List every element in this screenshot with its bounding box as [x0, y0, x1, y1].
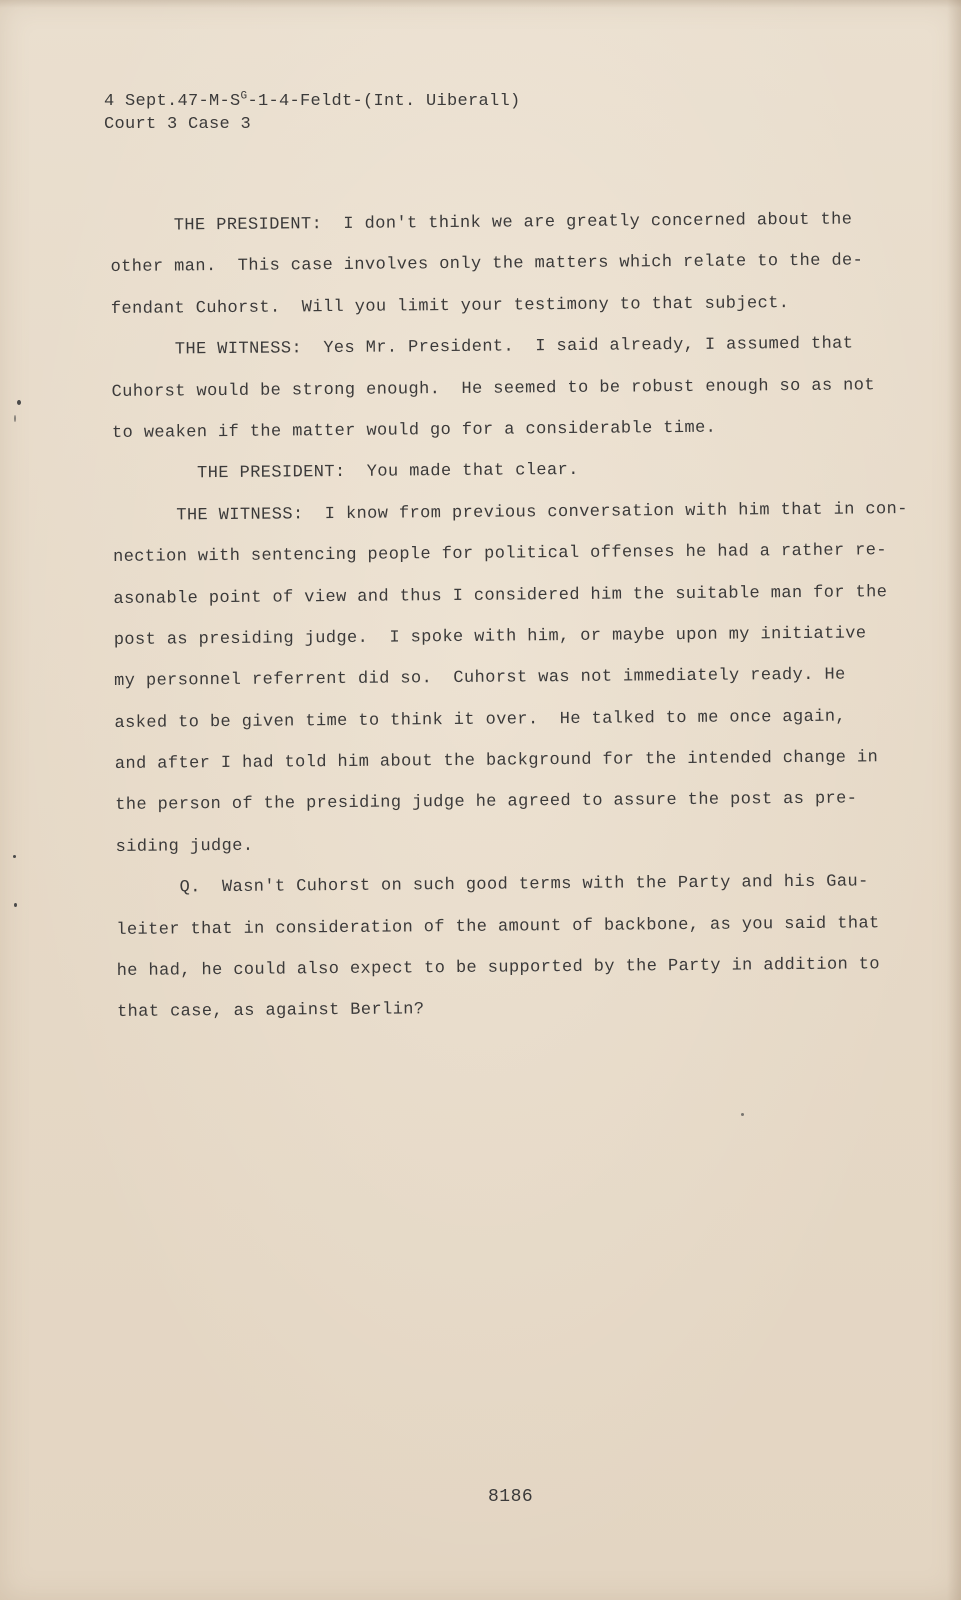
transcript-body: [110, 199, 908, 1033]
transcript-line: fendant Cuhorst. Will you limit your testimony to that subject.: [110, 293, 790, 319]
header-court-line: Court 3 Case 3: [104, 115, 252, 134]
header-ref-prefix: 4 Sept.47-M-S: [104, 92, 241, 111]
paper-speck: [13, 855, 16, 858]
page-right-edge: [947, 0, 961, 1600]
transcript-line: to weaken if the matter would go for a considerable time.: [111, 418, 717, 443]
transcript-line: THE PRESIDENT: You made that clear.: [112, 461, 579, 485]
header-ref-superscript: G: [240, 90, 248, 103]
transcript-line: my personnel referrent did so. Cuhorst was not immediately ready. He: [114, 665, 846, 692]
header-ref-suffix: -1-4-Feldt-(Int. Uiberall): [247, 92, 521, 111]
transcript-line: Q. Wasn't Cuhorst on such good terms with the Party and his Gau-: [115, 872, 869, 899]
paper-speck: [17, 400, 21, 405]
transcript-line: THE WITNESS: Yes Mr. President. I said already, I assumed that: [111, 334, 854, 361]
transcript-line: nection with sentencing people for political offenses he had a rather re-: [112, 541, 888, 568]
transcript-line: other man. This case involves only the matters which relate to the de-: [110, 251, 864, 278]
header-reference-line: [104, 90, 520, 113]
transcript-line: asonable point of view and thus I considered him the suitable man for the: [113, 582, 888, 609]
transcript-line: THE WITNESS: I know from previous conversation with him that in con-: [112, 499, 908, 526]
transcript-line: leiter that in consideration of the amount of backbone, as you said that: [116, 913, 880, 940]
page-number: 8186: [488, 1487, 534, 1507]
transcript-line: THE PRESIDENT: I don't think we are greatly concerned about the: [110, 210, 853, 236]
paper-speck: [14, 903, 17, 907]
transcript-line: and after I had told him about the background for the intended change in: [114, 748, 879, 775]
transcript-line: Cuhorst would be strong enough. He seemed to be robust enough so as not: [111, 375, 876, 402]
transcript-line: siding judge.: [115, 836, 254, 857]
paper-speck: [14, 415, 16, 422]
document-header: [104, 90, 520, 136]
transcript-line: that case, as against Berlin?: [116, 1000, 425, 1023]
transcript-line: the person of the presiding judge he agreed to assure the post as pre-: [115, 789, 858, 816]
transcript-line: he had, he could also expect to be supported by the Party in addition to: [116, 955, 881, 982]
paper-speck: [741, 1113, 744, 1116]
transcript-line: asked to be given time to think it over. He talked to me once again,: [114, 707, 847, 733]
page-top-edge: [0, 0, 961, 8]
transcript-line: post as presiding judge. I spoke with him, or maybe upon my initiative: [113, 624, 867, 650]
